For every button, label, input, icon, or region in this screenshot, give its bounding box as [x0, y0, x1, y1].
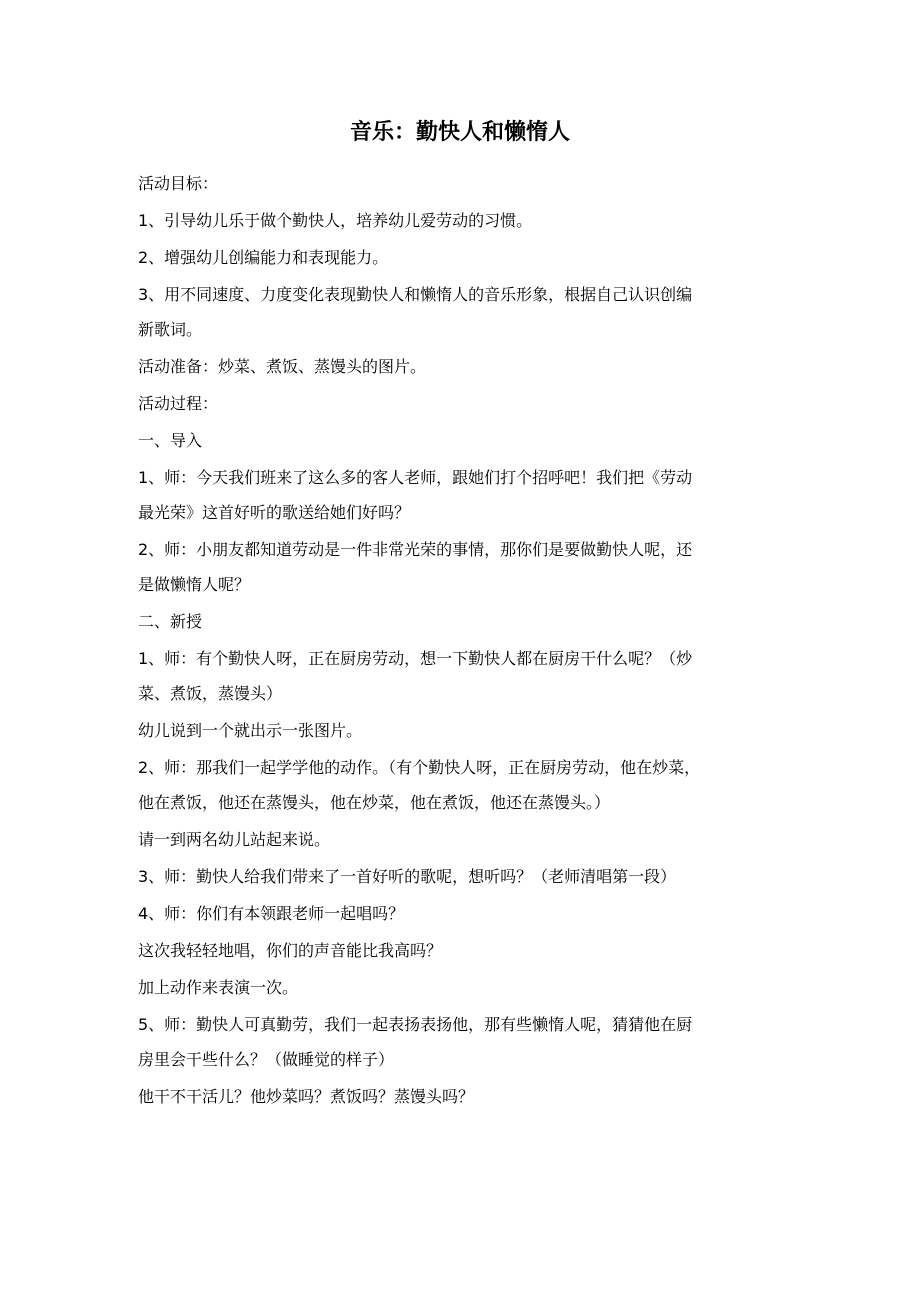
paragraph-line: 他干不干活儿？他炒菜吗？煮饭吗？蒸馒头吗？	[138, 1087, 475, 1106]
paragraph-line: 一、导入	[138, 431, 203, 450]
paragraph-line: 1、师：有个勤快人呀，正在厨房劳动，想一下勤快人都在厨房干什么呢？（炒	[138, 649, 693, 668]
paragraph-line: 活动准备：炒菜、煮饭、蒸馒头的图片。	[138, 357, 427, 376]
paragraph-line: 5、师：勤快人可真勤劳，我们一起表扬表扬他，那有些懒惰人呢，猜猜他在厨	[138, 1015, 693, 1034]
paragraph-line: 这次我轻轻地唱，你们的声音能比我高吗？	[138, 941, 443, 960]
paragraph-line: 3、用不同速度、力度变化表现勤快人和懒惰人的音乐形象，根据自己认识创编	[138, 285, 693, 304]
paragraph-line: 2、师：小朋友都知道劳动是一件非常光荣的事情，那你们是要做勤快人呢，还	[138, 540, 693, 559]
paragraph-line: 4、师：你们有本领跟老师一起唱吗？	[138, 904, 405, 923]
document-body	[138, 172, 788, 1108]
paragraph-line: 1、师：今天我们班来了这么多的客人老师，跟她们打个招呼吧！我们把《劳动	[138, 468, 693, 487]
paragraph-continuation: 是做懒惰人呢？	[138, 575, 251, 594]
paragraph-continuation: 他在煮饭，他还在蒸馒头，他在炒菜，他在煮饭，他还在蒸馒头。）	[138, 793, 611, 812]
paragraph-line: 二、新授	[138, 612, 203, 631]
paragraph-line: 活动目标：	[138, 174, 219, 193]
paragraph-line: 活动过程：	[138, 394, 219, 413]
paragraph-continuation: 新歌词。	[138, 320, 203, 339]
document-title: 音乐：勤快人和懒惰人	[349, 120, 570, 145]
paragraph-line: 请一到两名幼儿站起来说。	[138, 830, 331, 849]
paragraph-line: 加上动作来表演一次。	[138, 978, 299, 997]
paragraph-line: 2、增强幼儿创编能力和表现能力。	[138, 248, 389, 267]
paragraph-line: 1、引导幼儿乐于做个勤快人，培养幼儿爱劳动的习惯。	[138, 211, 533, 230]
paragraph-continuation: 房里会干些什么？（做睡觉的样子）	[138, 1050, 395, 1069]
paragraph-continuation: 最光荣》这首好听的歌送给她们好吗？	[138, 503, 411, 522]
paragraph-continuation: 菜、煮饭，蒸馒头）	[138, 684, 283, 703]
paragraph-line: 2、师：那我们一起学学他的动作。（有个勤快人呀，正在厨房劳动，他在炒菜，	[138, 758, 701, 777]
paragraph-line: 幼儿说到一个就出示一张图片。	[138, 721, 363, 740]
paragraph-line: 3、师：勤快人给我们带来了一首好听的歌呢，想听吗？（老师清唱第一段）	[138, 867, 677, 886]
